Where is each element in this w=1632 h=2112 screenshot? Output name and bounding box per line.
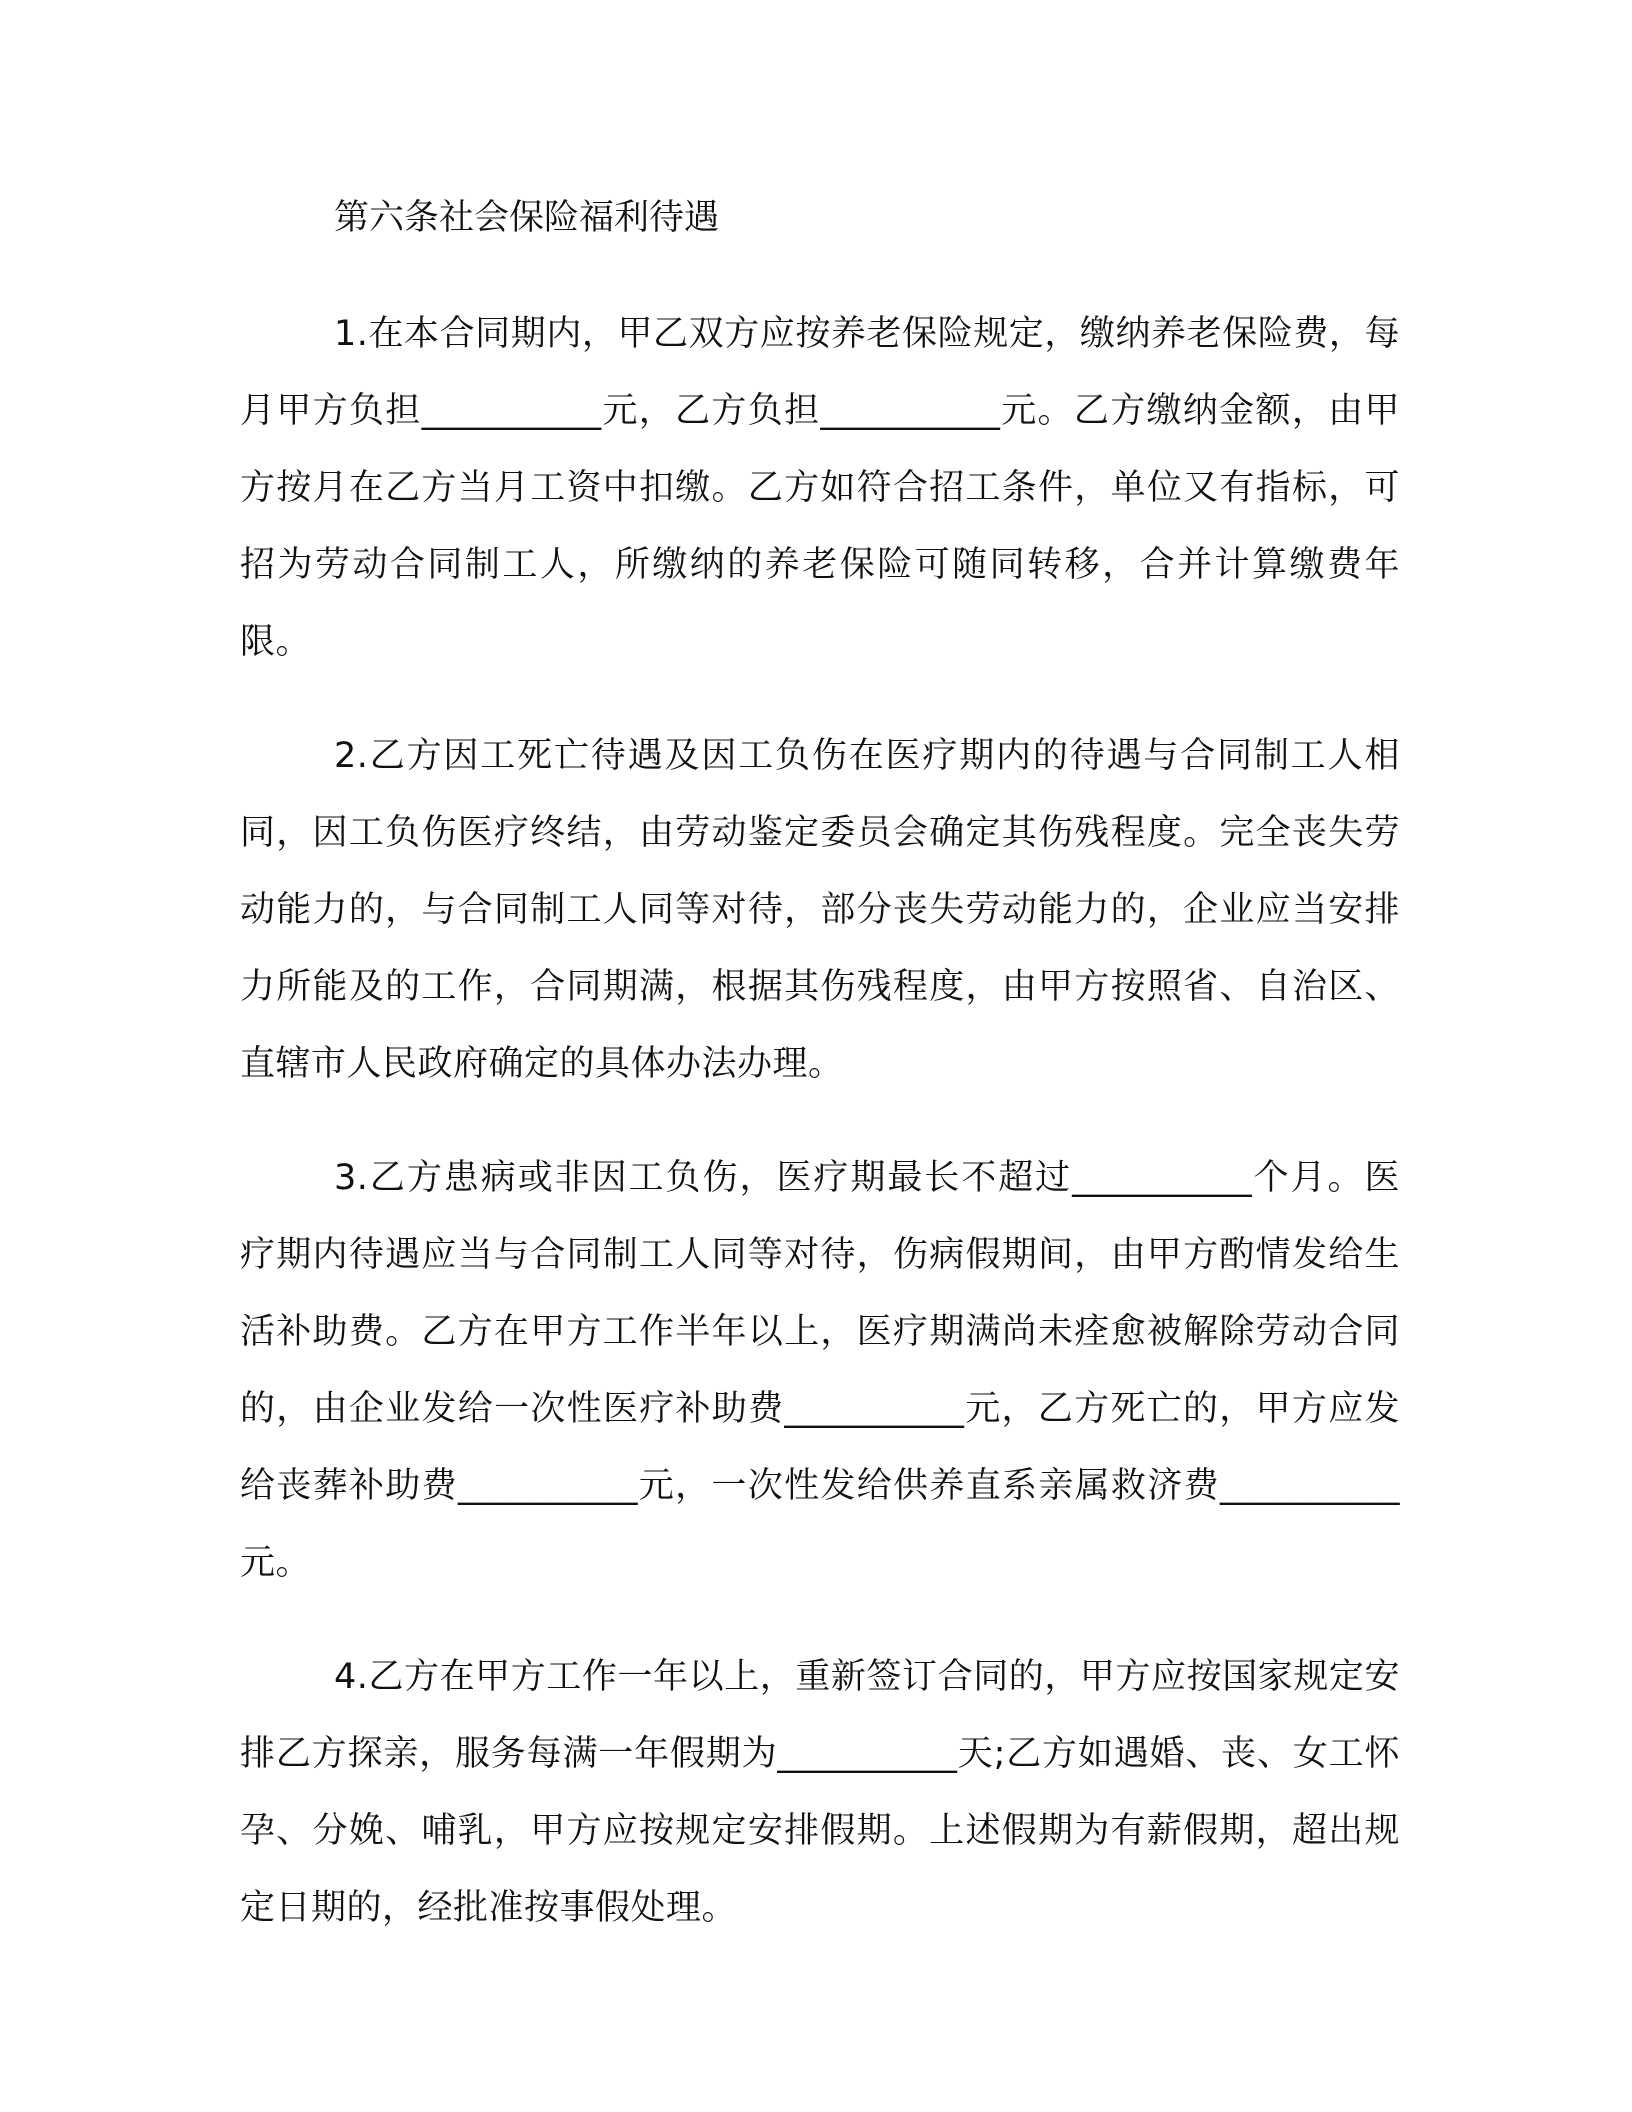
document-page	[240, 180, 1400, 1984]
paragraph-work-injury: 2.乙方因工死亡待遇及因工负伤在医疗期内的待遇与合同制工人相同，因工负伤医疗终结，由劳动鉴定委员会确定其伤残程度。完全丧失劳动能力的，与合同制工人同等对待，部分丧失劳动能力的，企业应当安排力所能及的工作，合同期满，根据其伤残程度，由甲方按照省、自治区、直辖市人民政府确定的具体办法办理。	[240, 736, 1400, 1084]
section-heading: 第六条社会保险福利待遇	[334, 198, 720, 238]
paragraph-pension-insurance: 1.在本合同期内，甲乙双方应按养老保险规定，缴纳养老保险费，每月甲方负担__________元，乙方负担__________元。乙方缴纳金额，由甲方按月在乙方当月工资中扣缴。乙方如符合招工条件，单位又有指标，可招为劳动合同制工人，所缴纳的养老保险可随同转移，合并计算缴费年限。	[240, 314, 1400, 662]
paragraph-leave: 4.乙方在甲方工作一年以上，重新签订合同的，甲方应按国家规定安排乙方探亲，服务每满一年假期为__________天;乙方如遇婚、丧、女工怀孕、分娩、哺乳，甲方应按规定安排假期。上述假期为有薪假期，超出规定日期的，经批准按事假处理。	[240, 1657, 1400, 1928]
paragraph-medical-period: 3.乙方患病或非因工负伤，医疗期最长不超过__________个月。医疗期内待遇应当与合同制工人同等对待，伤病假期间，由甲方酌情发给生活补助费。乙方在甲方工作半年以上，医疗期满尚未痊愈被解除劳动合同的，由企业发给一次性医疗补助费__________元，乙方死亡的，甲方应发给丧葬补助费__________元，一次性发给供养直系亲属救济费__________元。	[240, 1158, 1400, 1583]
